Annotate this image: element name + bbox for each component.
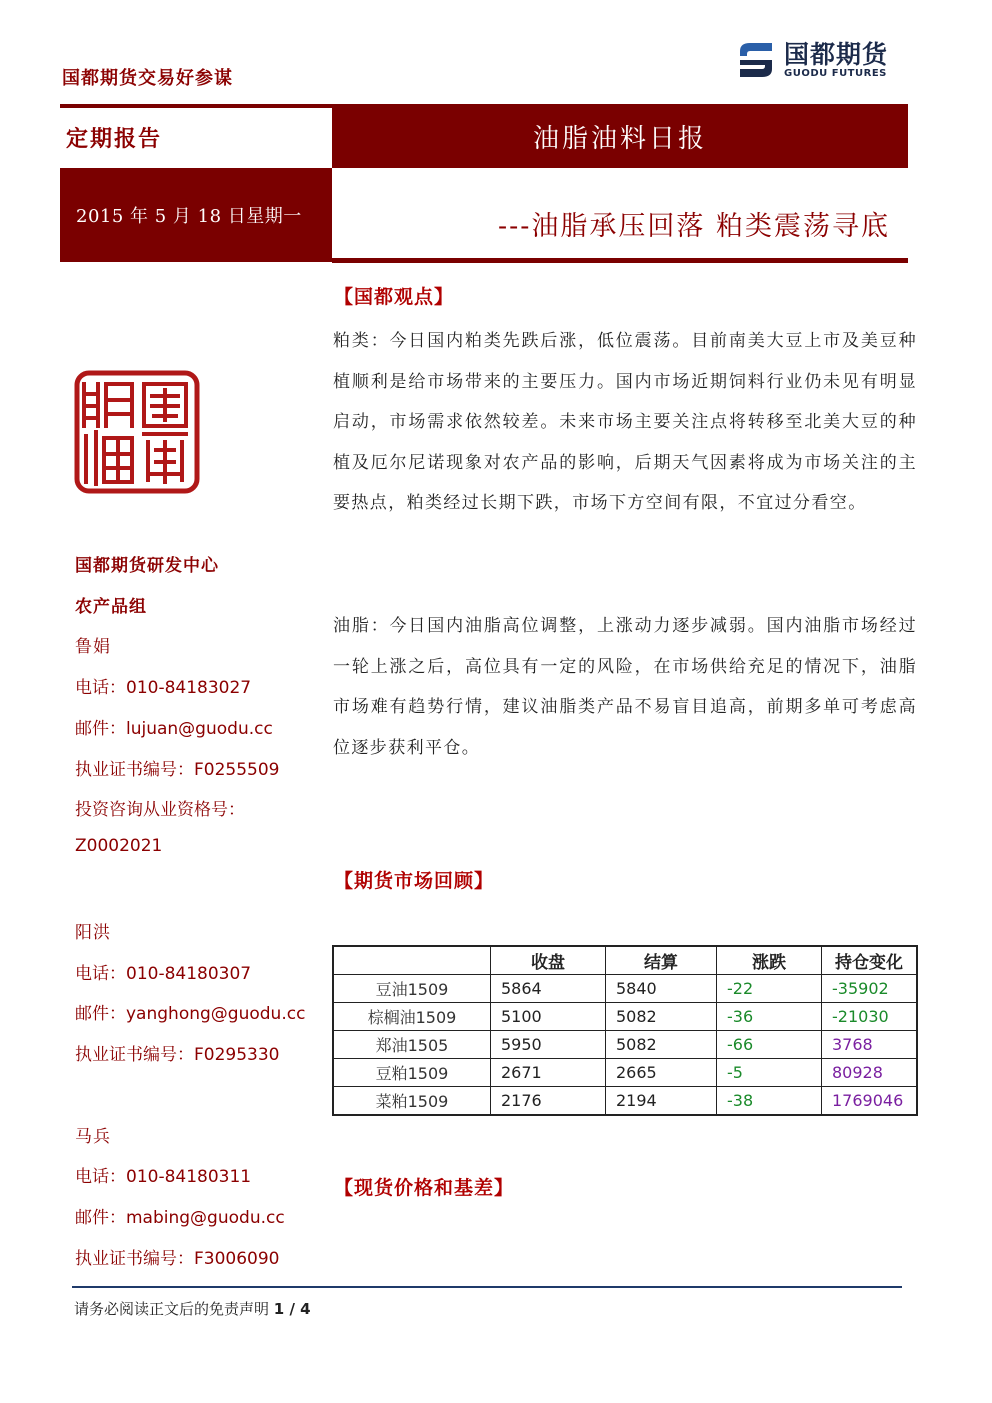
table-row (333, 1031, 917, 1059)
oi-change: -21030 (822, 1003, 918, 1031)
phone-value: 010-84183027 (126, 678, 252, 698)
email-link[interactable]: lujuan@guodu.cc (126, 719, 273, 739)
analyst-name: 阳洪 (75, 923, 111, 943)
guodu-logo-icon (732, 37, 778, 83)
analyst-email (75, 999, 305, 1024)
settle-price: 2194 (606, 1087, 717, 1116)
settle-price: 5082 (606, 1003, 717, 1031)
logo-text (784, 41, 888, 79)
market-heading: 【期货市场回顾】 (334, 870, 495, 892)
oi-change: 1769046 (822, 1087, 918, 1116)
close-price: 2671 (491, 1059, 606, 1087)
settle-price: 5082 (606, 1031, 717, 1059)
contract-name: 郑油1505 (333, 1031, 491, 1059)
close-price: 5100 (491, 1003, 606, 1031)
col-header: 收盘 (491, 946, 606, 975)
report-type: 定期报告 (66, 126, 163, 152)
spot-heading: 【现货价格和基差】 (334, 1177, 515, 1199)
price-change: -5 (717, 1059, 822, 1087)
logo-en: GUODU FUTURES (784, 68, 887, 79)
logo-cn: 国都期货 (784, 40, 889, 69)
close-price: 2176 (491, 1087, 606, 1116)
seal-stamp-icon (74, 370, 200, 494)
table-row (333, 1087, 917, 1116)
view-oil-paragraph: 油脂：今日国内油脂高位调整，上涨动力逐步减弱。国内油脂市场经过一轮上涨之后，高位具有一定的风险，在市场供给充足的情况下，油脂市场难有趋势行情，建议油脂类产品不易盲目追高，前期多单可考虑高位逐步获利平仓。 (333, 616, 917, 758)
table-row (333, 1003, 917, 1031)
analyst-phone (75, 959, 251, 984)
settle-price: 2665 (606, 1059, 717, 1087)
report-date: 2015 年 5 月 18 日星期一 (76, 206, 302, 227)
price-change: -66 (717, 1031, 822, 1059)
analyst-advisor-value: Z0002021 (75, 836, 163, 856)
price-change: -38 (717, 1087, 822, 1116)
table-row (333, 1059, 917, 1087)
futures-table (332, 945, 918, 1116)
header-band-bottom (332, 258, 908, 263)
email-label: 邮件： (75, 719, 126, 739)
oi-change: 3768 (822, 1031, 918, 1059)
analyst-email (75, 714, 273, 739)
disclaimer-link[interactable]: 请务必阅读正文后的免责声明 (74, 1300, 270, 1318)
analyst-email (75, 1203, 285, 1228)
col-header: 结算 (606, 946, 717, 975)
cert-label: 执业证书编号： (75, 1045, 194, 1065)
analyst-advisor-label: 投资咨询从业资格号： (75, 800, 245, 820)
footer (74, 1298, 311, 1319)
oi-change: -35902 (822, 975, 918, 1003)
contract-name: 豆油1509 (333, 975, 491, 1003)
view-meal-paragraph: 粕类：今日国内粕类先跌后涨，低位震荡。目前南美大豆上市及美豆种植顺利是给市场带来的主要压力。国内市场近期饲料行业仍未见有明显启动，市场需求依然较差。未来市场主要关注点将转移至北美大豆的种植及厄尔尼诺现象对农产品的影响，后期天气因素将成为市场关注的主要热点，粕类经过长期下跌，市场下方空间有限，不宜过分看空。 (333, 331, 917, 514)
header-slogan: 国都期货交易好参谋 (62, 68, 233, 89)
col-header (333, 946, 491, 975)
sidebar-org: 国都期货研发中心 (75, 556, 219, 576)
email-label: 邮件： (75, 1004, 126, 1024)
cert-value: F3006090 (194, 1249, 280, 1269)
analyst-cert (75, 755, 280, 780)
cert-value: F0295330 (194, 1045, 280, 1065)
analyst-name: 鲁娟 (75, 637, 111, 657)
footer-divider (72, 1286, 902, 1288)
sidebar-group: 农产品组 (75, 597, 147, 617)
table-header-row (333, 946, 917, 975)
phone-value: 010-84180307 (126, 964, 252, 984)
email-link[interactable]: mabing@guodu.cc (126, 1208, 285, 1228)
contract-name: 菜粕1509 (333, 1087, 491, 1116)
cert-label: 执业证书编号： (75, 1249, 194, 1269)
phone-label: 电话： (75, 1167, 126, 1187)
email-link[interactable]: yanghong@guodu.cc (126, 1004, 306, 1024)
phone-label: 电话： (75, 678, 126, 698)
cert-label: 执业证书编号： (75, 760, 194, 780)
analyst-cert (75, 1244, 280, 1269)
analyst-phone (75, 1162, 251, 1187)
phone-value: 010-84180311 (126, 1167, 252, 1187)
price-change: -22 (717, 975, 822, 1003)
contract-name: 豆粕1509 (333, 1059, 491, 1087)
cert-value: F0255509 (194, 760, 280, 780)
close-price: 5864 (491, 975, 606, 1003)
col-header: 持仓变化 (822, 946, 918, 975)
company-logo (732, 36, 908, 84)
close-price: 5950 (491, 1031, 606, 1059)
contract-name: 棕榈油1509 (333, 1003, 491, 1031)
analyst-name: 马兵 (75, 1127, 111, 1147)
email-label: 邮件： (75, 1208, 126, 1228)
oi-change: 80928 (822, 1059, 918, 1087)
analyst-phone (75, 673, 251, 698)
table-row (333, 975, 917, 1003)
col-header: 涨跌 (717, 946, 822, 975)
phone-label: 电话： (75, 964, 126, 984)
report-subtitle: ---油脂承压回落 粕类震荡寻底 (498, 211, 890, 242)
settle-price: 5840 (606, 975, 717, 1003)
analyst-cert (75, 1040, 280, 1065)
report-title: 油脂油料日报 (532, 123, 707, 154)
page-number: 1 / 4 (273, 1300, 311, 1318)
view-heading: 【国都观点】 (334, 286, 455, 308)
price-change: -36 (717, 1003, 822, 1031)
